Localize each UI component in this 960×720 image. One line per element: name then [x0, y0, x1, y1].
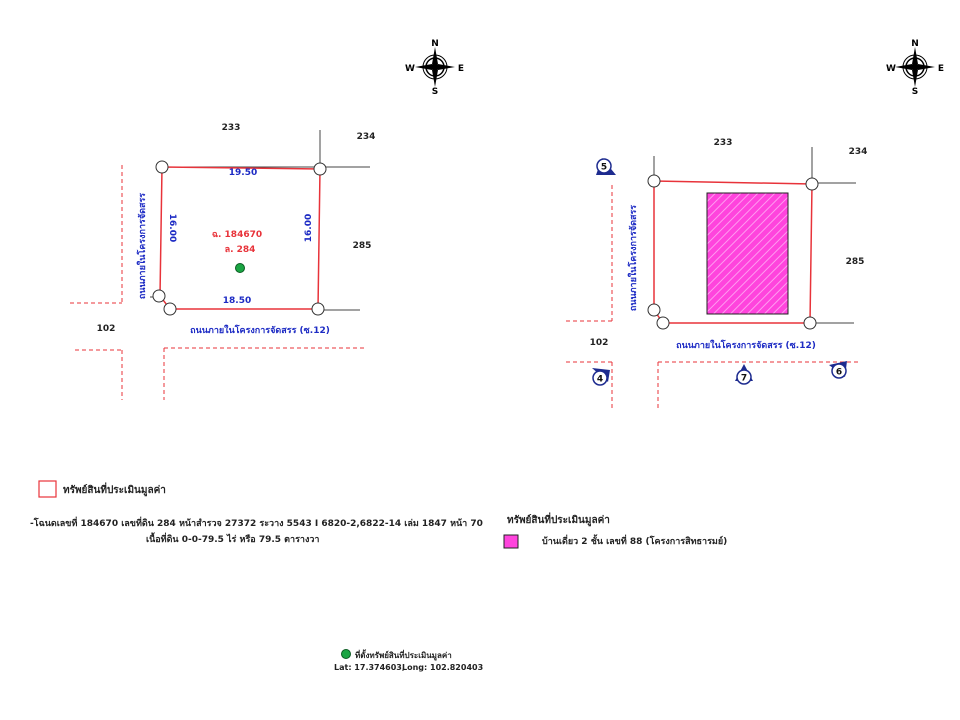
neighbor-left-label: 102 — [589, 338, 609, 348]
area-detail-text: เนื้อที่ดิน 0-0-79.5 ไร่ หรือ 79.5 ตารางวา — [146, 535, 320, 545]
compass-s-label: S — [431, 87, 439, 97]
left-edge-label: 16.00 — [167, 213, 177, 243]
svg-text:5: 5 — [600, 162, 608, 173]
location-legend-label: ที่ตั้งทรัพย์สินที่ประเมินมูลค่า — [355, 651, 452, 660]
neighbor-corner-label: 234 — [848, 147, 868, 157]
view-marker-5-icon — [596, 158, 616, 175]
svg-text:4: 4 — [596, 374, 604, 385]
svg-text:7: 7 — [740, 373, 748, 384]
bottom-edge-label: 18.50 — [222, 296, 252, 306]
compass-w-label: W — [886, 64, 896, 74]
right-map — [566, 138, 867, 408]
compass-e-label: E — [457, 64, 465, 74]
top-edge-label: 19.50 — [228, 168, 258, 178]
neighbor-lines — [150, 130, 370, 310]
compass-n-label: N — [911, 39, 919, 49]
compass-e-label: E — [937, 64, 945, 74]
asset-boundary-legend-swatch — [39, 481, 56, 497]
compass-w-label: W — [405, 64, 415, 74]
longitude-text: Long: 102.820403 — [402, 663, 484, 672]
building-legend-swatch — [504, 535, 518, 548]
road-bottom-label: ถนนภายในโครงการจัดสรร (ซ.12) — [676, 341, 816, 351]
location-pin-icon — [236, 264, 245, 273]
neighbor-above-label: 233 — [221, 123, 241, 133]
building-footprint — [707, 193, 788, 314]
left-map — [70, 123, 375, 400]
svg-text:6: 6 — [835, 367, 843, 378]
neighbor-left-label: 102 — [96, 324, 116, 334]
compass-right-icon — [886, 39, 944, 97]
compass-left-icon — [405, 39, 464, 97]
view-marker-4-icon — [592, 368, 610, 385]
neighbor-right-label: 285 — [352, 241, 372, 251]
compass-s-label: S — [911, 87, 919, 97]
neighbor-corner-label: 234 — [356, 132, 376, 142]
road-edges — [70, 165, 366, 400]
road-left-label: ถนนภายในโครงการจัดสรร — [138, 192, 148, 300]
view-marker-6-icon — [829, 361, 847, 378]
road-left-label: ถนนภายในโครงการจัดสรร — [629, 204, 639, 312]
land-number-label: ล. 284 — [224, 245, 256, 255]
deed-number-label: ฉ. 184670 — [211, 230, 263, 240]
neighbor-right-label: 285 — [845, 257, 865, 267]
building-legend-label: บ้านเดี่ยว 2 ชั้น เลขที่ 88 (โครงการสิทธารมย์) — [542, 537, 728, 547]
compass-n-label: N — [431, 39, 439, 49]
view-marker-7-icon — [735, 364, 753, 384]
latitude-text: Lat: 17.374603, — [334, 663, 405, 672]
location-pin-legend-icon — [342, 650, 351, 659]
asset-legend-label: ทรัพย์สินที่ประเมินมูลค่า — [63, 485, 166, 496]
deed-detail-text: -โฉนดเลขที่ 184670 เลขที่ดิน 284 หน้าสำรวจ 27372 ระวาง 5543 I 6820-2,6822-14 เล่ม 1847 หน้า 70 — [30, 519, 483, 529]
right-edge-label: 16.00 — [304, 213, 314, 243]
neighbor-above-label: 233 — [713, 138, 733, 148]
right-legend-title: ทรัพย์สินที่ประเมินมูลค่า — [507, 515, 610, 526]
road-bottom-label: ถนนภายในโครงการจัดสรร (ซ.12) — [190, 326, 330, 336]
